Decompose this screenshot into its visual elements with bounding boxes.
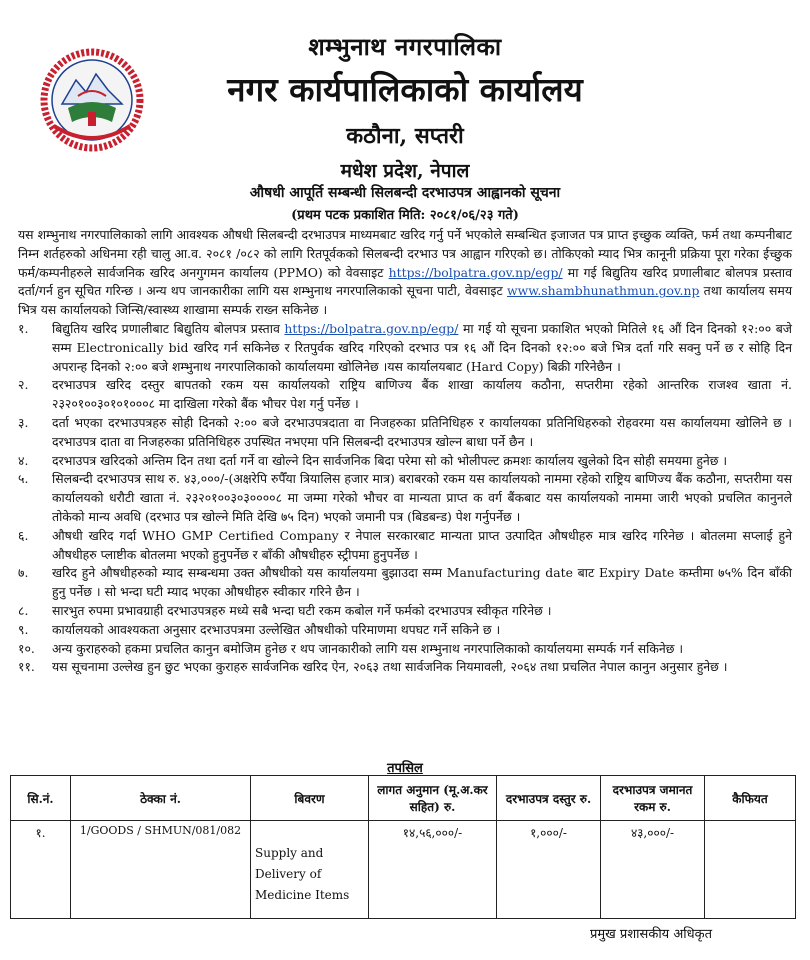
list-item	[18, 452, 792, 471]
cell-description: Supply and Delivery of Medicine Items	[251, 821, 369, 919]
list-item	[18, 320, 792, 376]
col-header-serial: सि.नं.	[11, 776, 71, 821]
item-text: सारभुत रुपमा प्रभावग्राही दरभाउपत्रहरु मध्ये सबै भन्दा घटी रकम कबोल गर्ने फर्मको दरभाउपत्र स्वीकृत गरिनेछ ।	[52, 602, 552, 618]
item-text-post: मा गई यो सूचना प्रकाशित भएको मितिले १६ औं दिन दिनको १२:०० बजे सम्म Electronically bid खरिद गर्न सकिनेछ र रितपुर्वक खरिद गरिएको दरभाउ पत्र १६ औं दिन दिनको १२:०० बजे भित्र दर्ता गरि सक्नु पर्ने छ र सोहि दिन अपरान्ह दिनको २:०० बजे शम्भुनाथ नगरपालिकाको कार्यालयमा खोलिनेछ ।यस कार्यालयबाट (Hard Copy) बिक्री गरिनेछैन ।	[52, 320, 792, 374]
item-number: ७.	[18, 565, 29, 581]
item-text	[52, 320, 792, 376]
item-number: २.	[18, 377, 29, 393]
schedule-table	[10, 775, 796, 919]
item-text-pre: बिद्युतिय खरिद प्रणालीबाट बिद्युतिय बोलपत्र प्रस्ताव	[52, 320, 280, 336]
item-text: सिलबन्दी दरभाउपत्र साथ रु. ४३,०००/-(अक्षरेपि रुपैँया त्रियालिस हजार मात्र) बराबरको रकम यस कार्यालयको नाममा रहेको राष्ट्रिय बाणिज्य बैंक कठौना, सप्तरीमा यस कार्यालयको धरौटी खाता नं. २३२०१००३०३००००८ मा जम्मा गरेको भौचर वा मान्यता प्राप्त क वर्ग बैंकबाट यस कार्यालयको नाममा जारी भएको प्रचलित कानुनले तोकेको मान्य अवधि (दरभाउ पत्र खोल्ने मिति देखि ७५ दिन) भएको जमानी पत्र (बिडबन्ड) पेश गर्नुपर्नेछ ।	[52, 471, 792, 524]
item-number: ८.	[18, 602, 29, 618]
signatory-title: प्रमुख प्रशासकीय अधिकृत	[590, 927, 713, 942]
office-title: नगर कार्यपालिकाको कार्यालय	[227, 70, 583, 109]
cell-cost-estimate: १४,५६,०००/-	[369, 821, 497, 919]
cell-serial: १.	[11, 821, 71, 919]
item-text: औषधी खरिद गर्दा WHO GMP Certified Company र नेपाल सरकारबाट मान्यता प्राप्त उत्पादित औषधीहरु मात्र खरिद गरिनेछ । बोतलमा सप्लाई हुने औषधीहरु प्लाष्टीक बोतलमा भएको हुनुपर्नेछ र बाँकी औषधीहरु स्ट्रीपमा हुनुपर्नेछ ।	[52, 527, 792, 562]
item-text: अन्य कुराहरुको हकमा प्रचलित कानुन बमोजिम हुनेछ र थप जानकारीको लागि यस शम्भुनाथ नगरपालिकाको कार्यालयमा सम्पर्क गर्न सकिनेछ ।	[52, 640, 684, 656]
table-row	[11, 821, 796, 919]
col-header-contract-no: ठेक्का नं.	[71, 776, 251, 821]
list-item	[18, 470, 792, 526]
list-item	[18, 621, 792, 640]
item-text: दरभाउपत्र खरिदको अन्तिम दिन तथा दर्ता गर्ने वा खोल्ने दिन सार्वजनिक बिदा परेमा सो को भोलीपल्ट क्रमशः कार्यालय खुलेको दिन सोही समयमा हुनेछ ।	[52, 452, 728, 468]
cell-remarks	[705, 821, 796, 919]
item-number: ६.	[18, 527, 29, 543]
list-item	[18, 602, 792, 621]
col-header-description: बिवरण	[251, 776, 369, 821]
item-number: ११.	[18, 659, 35, 675]
list-item	[18, 564, 792, 602]
item-text: खरिद हुने औषधीहरुको म्याद सम्बन्धमा उक्त औषधीको यस कार्यालयमा बुझाउदा सम्म Manufacturing date बाट Expiry Date कम्तीमा ७५% दिन बाँकी हुनु पर्नेछ । सो भन्दा घटी म्याद भएका औषधीहरु स्वीकार गरिने छैन ।	[52, 565, 792, 600]
schedule-caption: तपसिल	[387, 761, 423, 776]
list-item	[18, 658, 792, 677]
table-header-row	[11, 776, 796, 821]
cell-bid-fee: १,०००/-	[497, 821, 601, 919]
item-number: ३.	[18, 414, 29, 430]
cell-bid-security: ४३,०००/-	[601, 821, 705, 919]
notice-title: औषधी आपूर्ति सम्बन्धी सिलबन्दी दरभाउपत्र आह्वानको सूचना	[249, 185, 561, 201]
notice-body	[18, 226, 792, 677]
province-country: मधेश प्रदेश, नेपाल	[340, 160, 470, 182]
col-header-bid-security: दरभाउपत्र जमानत रकम रु.	[601, 776, 705, 821]
item-text: दरभाउपत्र खरिद दस्तुर बापतको रकम यस कार्यालयको राष्ट्रिय बाणिज्य बैंक शाखा कार्यालय कठौना, सप्तरीमा रहेको आन्तरिक राजश्व खाता नं. २३२०१००३०१०१०००८ मा दाखिला गरेको बैंक भौचर पेश गर्नु पर्नेछ ।	[52, 377, 792, 412]
intro-paragraph	[18, 226, 792, 320]
item-number: ९.	[18, 621, 29, 637]
intro-text-1: यस शम्भुनाथ नगरपालिकाको लागि आवश्यक औषधी सिलबन्दी दरभाउपत्र माध्यमबाट खरिद गर्नु पर्ने भएकोले सम्बन्धित इजाजत पत्र प्राप्त इच्छुक व्यक्ति, फर्म तथा कम्पनीबाट निम्न शर्तहरुको अधिनमा रही चालु आ.व. २०८१ /०८२ को लागि रितपूर्वकको सिलबन्दी दरभाउ पत्र आह्वान गरिएको छ। तोकिएको म्याद भित्र कानूनी प्रक्रिया पूरा गरेका ईच्छुक फर्म/कम्पनीहरुले सार्वजनिक खरिद अनगुगमन कार्यालय (PPMO) को वेवसाइट	[18, 227, 792, 280]
publish-date: (प्रथम पटक प्रकाशित मिति: २०८१/०६/२३ गते)	[291, 208, 519, 223]
item-number: ४.	[18, 452, 29, 468]
conditions-list	[18, 320, 792, 677]
cell-contract-no: 1/GOODS / SHMUN/081/082	[71, 821, 251, 919]
item-text: दर्ता भएका दरभाउपत्रहरु सोही दिनको २:०० बजे दरभाउपत्रदाता वा निजहरुका प्रतिनिधिहरु र कार्यालयका प्रतिनिधिहरुको रोहवरमा यस कार्यालयमा खोलिने छ । दरभाउपत्र दाता वा निजहरुका प्रतिनिधिहरु उपस्थित नभएमा पनि सिलबन्दी दरभाउपत्र खोल्न बाधा पर्ने छैन ।	[52, 414, 792, 449]
bolpatra-link-item[interactable]: https://bolpatra.gov.np/egp/	[284, 320, 459, 336]
list-item	[18, 527, 792, 565]
item-number: १०.	[18, 640, 35, 656]
office-location: कठौना, सप्तरी	[346, 123, 464, 149]
bolpatra-link[interactable]: https://bolpatra.gov.np/egp/	[388, 264, 563, 280]
col-header-cost-estimate: लागत अनुमान (मू.अ.कर सहित) रु.	[369, 776, 497, 821]
municipality-website-link[interactable]: www.shambhunathmun.gov.np	[507, 283, 700, 299]
item-text: यस सूचनामा उल्लेख हुन छुट भएका कुराहरु सार्वजनिक खरिद ऐन, २०६३ तथा सार्वजनिक नियमावली, २०६४ तथा प्रचलित नेपाल कानुन अनुसार हुनेछ ।	[52, 659, 728, 675]
item-number: ५.	[18, 471, 29, 487]
col-header-bid-fee: दरभाउपत्र दस्तुर रु.	[497, 776, 601, 821]
intro-text-3: तथा कार्यालय समय भित्र यस कार्यालयको जिन्सि/स्वास्थ्य शाखामा सम्पर्क राख्न सकिनेछ ।	[18, 283, 793, 318]
municipality-name: शम्भुनाथ नगरपालिका	[308, 32, 502, 61]
list-item	[18, 640, 792, 659]
list-item	[18, 414, 792, 452]
item-number: १.	[18, 320, 29, 336]
intro-text-2: मा गई बिद्युतिय खरिद प्रणालीबाट बोलपत्र प्रस्ताव दर्ता/गर्न हुन सूचित गरिन्छ । अन्य थप जानकारीका लागि यस शम्भुनाथ नगरपालिकाको सूचना पाटी, वेवसाइट	[18, 264, 792, 299]
col-header-remarks: कैफियत	[705, 776, 796, 821]
list-item	[18, 376, 792, 414]
item-text: कार्यालयको आवश्यकता अनुसार दरभाउपत्रमा उल्लेखित औषधीको परिमाणमा थपघट गर्ने सकिने छ ।	[52, 621, 501, 637]
